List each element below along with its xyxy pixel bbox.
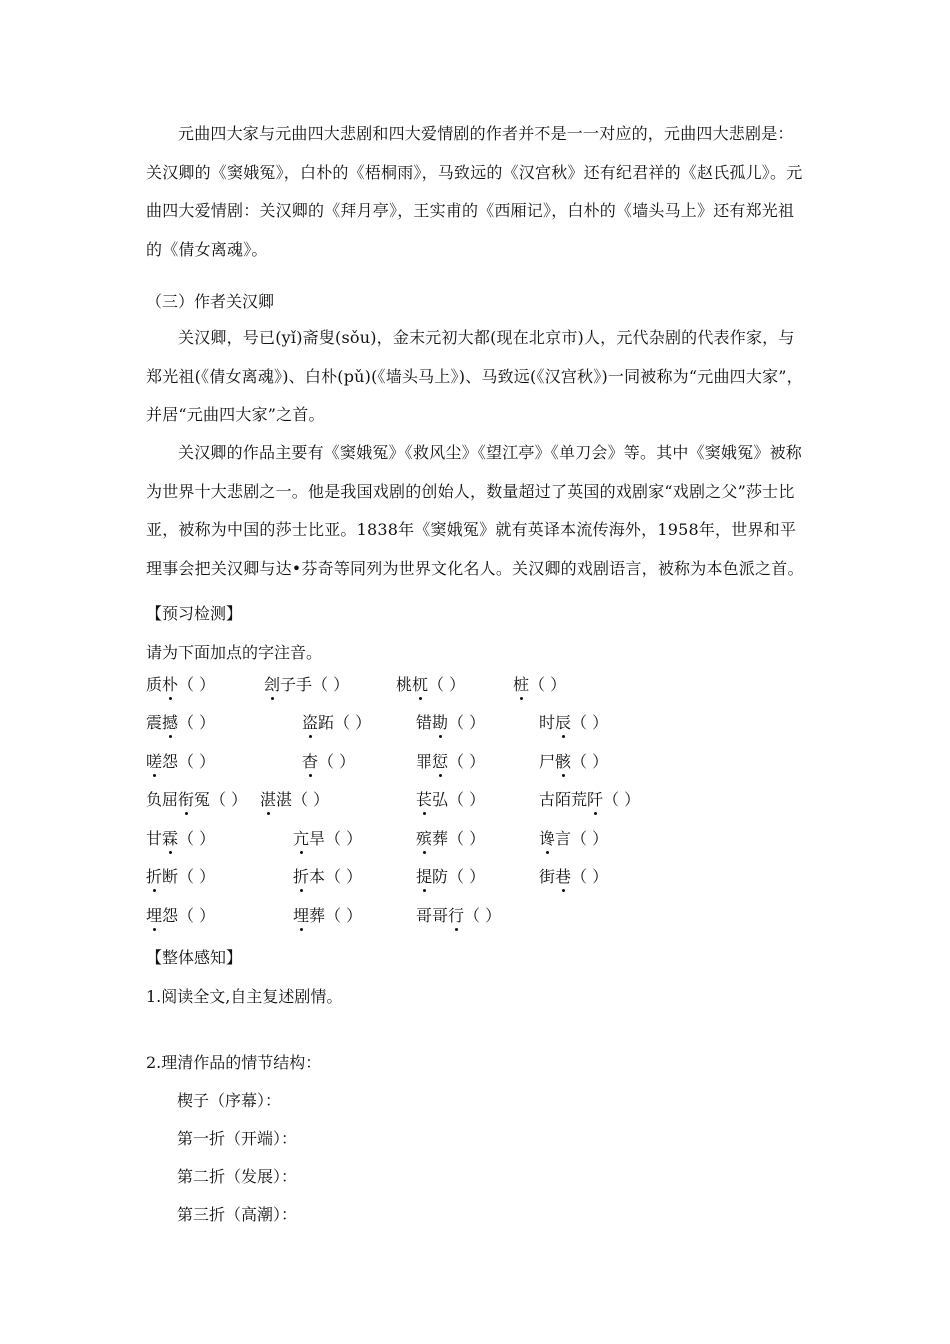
pinyin-item (260, 787, 329, 810)
dotted-character: 提 (416, 867, 433, 886)
paragraph-guan-hanqing-works: 关汉卿的作品主要有《窦娥冤》《救风尘》《望江亭》《单刀会》等。其中《窦娥冤》被称为世界十大悲剧之一。他是我国戏剧的创始人，数量超过了英国的戏剧家“戏剧之父”莎士比亚，被称为中国的莎士比亚。1838年《窦娥冤》就有英译本流传海外，1958年，世界和平理事会把关汉卿与达•芬奇等同列为世界文化名人。关汉卿的戏剧语言，被称为本色派之首。 (146, 443, 804, 578)
answer-blank[interactable]: （ ） (178, 867, 216, 886)
pinyin-item (539, 787, 640, 810)
plot-item-act-1: 第一折（开端）： (177, 1129, 298, 1148)
perception-heading: 【整体感知】 (146, 948, 243, 967)
pinyin-item (396, 672, 465, 695)
dotted-character: 埋 (293, 906, 310, 925)
pinyin-item (293, 864, 362, 887)
pinyin-item (146, 672, 215, 695)
word-prefix: 甘 (146, 829, 163, 848)
word-prefix: 震 (146, 713, 163, 732)
pinyin-item (146, 787, 247, 810)
dotted-character: 骸 (555, 752, 572, 771)
pinyin-item (146, 710, 215, 733)
dotted-character: 盗 (302, 713, 319, 732)
answer-blank[interactable]: （ ） (448, 790, 486, 809)
word-suffix: 怨 (162, 906, 179, 925)
question-1: 1.阅读全文,自主复述剧情。 (146, 987, 343, 1006)
pinyin-item (416, 710, 485, 733)
dotted-character: 谗 (539, 829, 556, 848)
plot-item-prologue: 楔子（序幕）： (177, 1091, 282, 1110)
pinyin-item (416, 826, 485, 849)
paragraph-four-masters: 元曲四大家与元曲四大悲剧和四大爱情剧的作者并不是一一对应的，元曲四大悲剧是：关汉卿的《窦娥冤》，白朴的《梧桐雨》，马致远的《汉宫秋》还有纪君祥的《赵氏孤儿》。元曲四大爱情剧：关汉卿的《拜月亭》，王实甫的《西厢记》，白朴的《墙头马上》还有郑光祖的《倩女离魂》。 (146, 124, 803, 259)
dotted-character: 行 (448, 906, 465, 925)
dotted-character: 杌 (412, 675, 429, 694)
pinyin-item (146, 864, 215, 887)
word-suffix: 怨 (162, 752, 179, 771)
dotted-character: 埋 (146, 906, 163, 925)
dotted-character: 阡 (587, 790, 604, 809)
dotted-character: 愆 (432, 752, 449, 771)
answer-blank[interactable]: （ ） (448, 829, 486, 848)
word-suffix: 葬 (309, 906, 326, 925)
plot-item-act-2: 第二折（发展）： (177, 1167, 298, 1186)
answer-blank[interactable]: （ ） (334, 713, 372, 732)
preview-instruction: 请为下面加点的字注音。 (146, 643, 323, 662)
dotted-character: 刽 (264, 675, 281, 694)
pinyin-item (416, 787, 485, 810)
answer-blank[interactable]: （ ） (448, 752, 486, 771)
answer-blank[interactable]: （ ） (571, 713, 609, 732)
dotted-character: 苌 (416, 790, 433, 809)
plot-item-act-3: 第三折（高潮）： (177, 1205, 298, 1224)
word-prefix: 质 (146, 675, 163, 694)
pinyin-item (293, 903, 362, 926)
dotted-character: 撼 (162, 713, 179, 732)
answer-blank[interactable]: （ ） (178, 906, 216, 925)
dotted-character: 巷 (555, 867, 572, 886)
word-prefix: 哥哥 (416, 906, 449, 925)
answer-blank[interactable]: （ ） (210, 790, 248, 809)
pinyin-item (513, 672, 566, 695)
word-suffix: 言 (555, 829, 572, 848)
answer-blank[interactable]: （ ） (571, 867, 609, 886)
dotted-character: 嗟 (146, 752, 163, 771)
word-prefix: 罪 (416, 752, 433, 771)
answer-blank[interactable]: （ ） (312, 675, 350, 694)
dotted-character: 桩 (513, 675, 530, 694)
preview-heading: 【预习检测】 (146, 604, 243, 623)
word-suffix: 防 (432, 867, 449, 886)
section-heading-author: （三）作者关汉卿 (146, 292, 275, 311)
word-suffix: 冤 (194, 790, 211, 809)
word-prefix: 古陌荒 (539, 790, 588, 809)
word-suffix: 子手 (280, 675, 313, 694)
dotted-character: 折 (293, 867, 310, 886)
answer-blank[interactable]: （ ） (178, 829, 216, 848)
word-prefix: 街 (539, 867, 556, 886)
pinyin-item (146, 749, 215, 772)
answer-blank[interactable]: （ ） (571, 752, 609, 771)
answer-blank[interactable]: （ ） (571, 829, 609, 848)
answer-blank[interactable]: （ ） (318, 752, 356, 771)
word-suffix: 跖 (318, 713, 335, 732)
dotted-character: 湛 (260, 790, 277, 809)
answer-blank[interactable]: （ ） (529, 675, 567, 694)
word-prefix: 错 (416, 713, 433, 732)
word-suffix: 断 (162, 867, 179, 886)
answer-blank[interactable]: （ ） (448, 867, 486, 886)
dotted-character: 折 (146, 867, 163, 886)
answer-blank[interactable]: （ ） (325, 867, 363, 886)
answer-blank[interactable]: （ ） (178, 752, 216, 771)
word-prefix: 负屈 (146, 790, 179, 809)
word-suffix: 本 (309, 867, 326, 886)
word-suffix: 弘 (432, 790, 449, 809)
word-prefix: 尸 (539, 752, 556, 771)
answer-blank[interactable]: （ ） (448, 713, 486, 732)
dotted-character: 衔 (178, 790, 195, 809)
answer-blank[interactable]: （ ） (603, 790, 641, 809)
pinyin-item (264, 672, 349, 695)
pinyin-item (293, 826, 362, 849)
pinyin-item (539, 826, 608, 849)
word-suffix: 旱 (309, 829, 326, 848)
pinyin-item (539, 749, 608, 772)
pinyin-item (146, 826, 215, 849)
pinyin-item (146, 903, 215, 926)
dotted-character: 杳 (302, 752, 319, 771)
answer-blank[interactable]: （ ） (292, 790, 330, 809)
pinyin-item (539, 864, 608, 887)
pinyin-item (539, 710, 608, 733)
answer-blank[interactable]: （ ） (178, 713, 216, 732)
dotted-character: 霖 (162, 829, 179, 848)
answer-blank[interactable]: （ ） (325, 829, 363, 848)
dotted-character: 亢 (293, 829, 310, 848)
dotted-character: 辰 (555, 713, 572, 732)
pinyin-item (416, 903, 501, 926)
dotted-character: 勘 (432, 713, 449, 732)
word-suffix: 葬 (432, 829, 449, 848)
pinyin-item (416, 864, 485, 887)
word-prefix: 桃 (396, 675, 413, 694)
answer-blank[interactable]: （ ） (178, 675, 216, 694)
word-suffix: 湛 (276, 790, 293, 809)
pinyin-item (302, 710, 371, 733)
question-2: 2.理清作品的情节结构： (146, 1053, 322, 1072)
answer-blank[interactable]: （ ） (428, 675, 466, 694)
pinyin-item (416, 749, 485, 772)
pinyin-item (302, 749, 355, 772)
answer-blank[interactable]: （ ） (325, 906, 363, 925)
paragraph-guan-hanqing-bio: 关汉卿，号已(yǐ)斋叟(sǒu)，金末元初大都(现在北京市)人，元代杂剧的代表作家，与郑光祖(《倩女离魂》)、白朴(pǔ)(《墙头马上》)、马致远(《汉宫秋》)一同被称为“元曲四大家”，并居“元曲四大家”之首。 (146, 328, 803, 424)
word-prefix: 时 (539, 713, 556, 732)
dotted-character: 殡 (416, 829, 433, 848)
answer-blank[interactable]: （ ） (464, 906, 502, 925)
dotted-character: 朴 (162, 675, 179, 694)
